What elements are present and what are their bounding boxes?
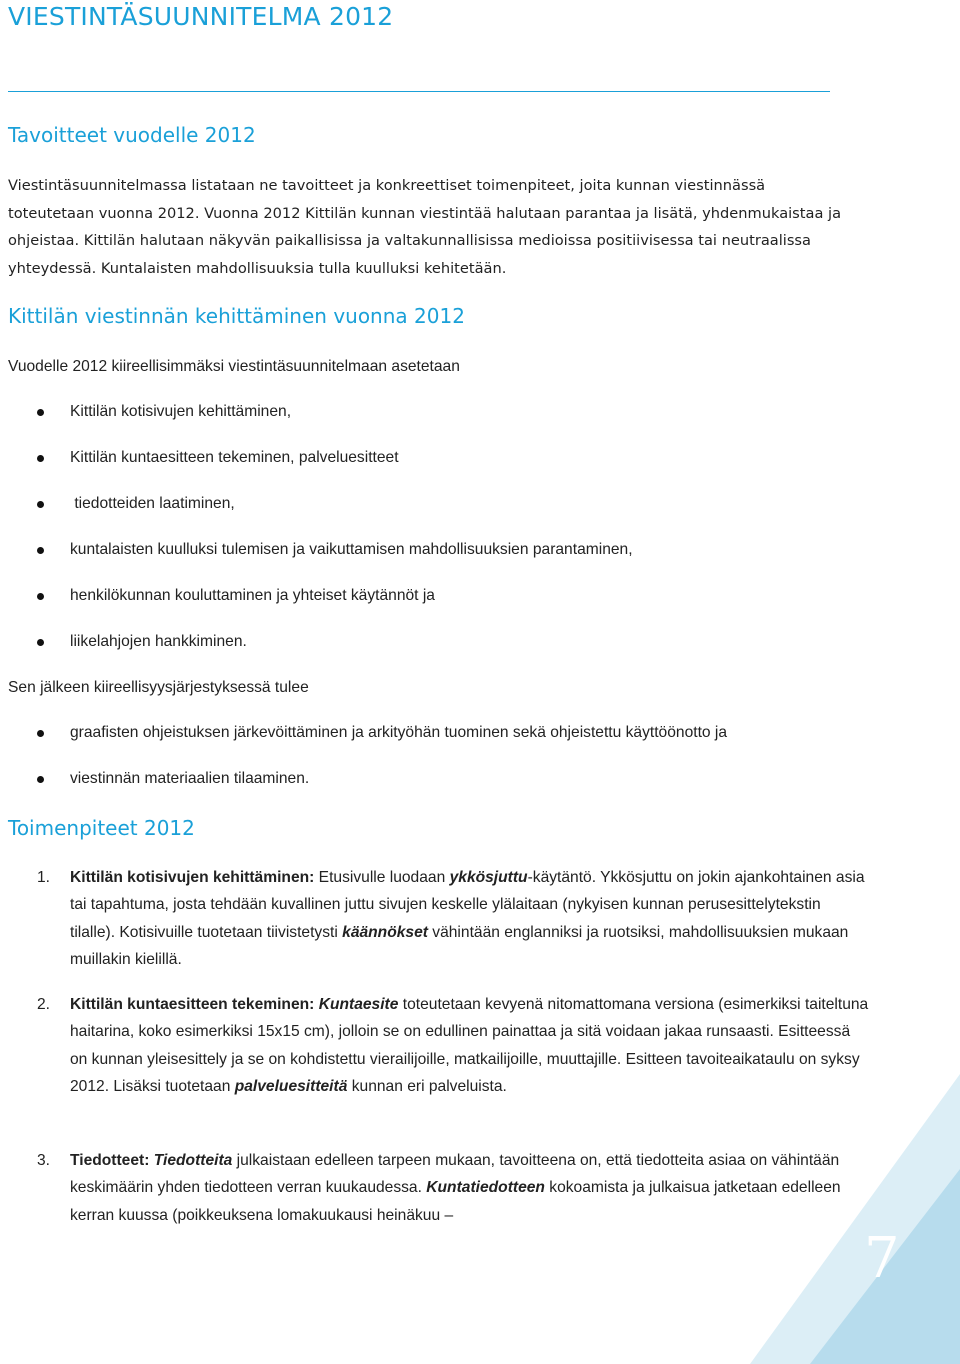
- item-text: Etusivulle luodaan: [314, 869, 450, 886]
- item-body: [70, 864, 870, 974]
- item-text: toteutetaan kevyenä nitomattomana versiona (esimerkiksi taiteltuna haitarina, koko esimerkiksi 15x15 cm), jolloin se on edullinen painattaa ja sitä voidaan jakaa runsaasti. Esitteessä on kunnan yleisesittely ja se on kohdistettu vierailijoille, matkailijoille, muuttajille. Esitteen tavoiteaikataulu on syksy 2012. Lisäksi tuotetaan: [70, 996, 869, 1096]
- bullet-icon: [37, 501, 44, 508]
- list-item-text: tiedotteiden laatiminen,: [70, 495, 235, 512]
- bullet-icon: [37, 639, 44, 646]
- item-number: 3.: [37, 1152, 51, 1169]
- list-item-text: Kittilän kotisivujen kehittäminen,: [70, 403, 292, 420]
- item-emphasis: käännökset: [342, 923, 428, 941]
- item-text: kokoamista ja julkaisua jatketaan edelleen kerran kuussa (poikkeuksena lomakuukausi heinäkuu –: [70, 1179, 841, 1224]
- after-intro: Sen jälkeen kiireellisyysjärjestyksessä tulee: [8, 679, 309, 696]
- item-emphasis: palveluesitteitä: [234, 1078, 348, 1096]
- bullet-icon: [37, 455, 44, 462]
- item-text: vähintään englanniksi ja ruotsiksi, mahdollisuuksien mukaan muillakin kielillä.: [70, 923, 849, 969]
- item-emphasis: ykkösjuttu: [449, 869, 528, 886]
- list-item-text: liikelahjojen hankkiminen.: [70, 633, 247, 650]
- item-lead: Tiedotteet:: [70, 1152, 150, 1169]
- item-lead: Kittilän kotisivujen kehittäminen:: [70, 869, 315, 886]
- bullet-icon: [37, 776, 44, 783]
- item-lead: Kittilän kuntaesitteen tekeminen:: [70, 996, 315, 1013]
- bullet-icon: [37, 593, 44, 600]
- list-item-text: kuntalaisten kuulluksi tulemisen ja vaikuttamisen mahdollisuuksien parantaminen,: [70, 541, 633, 558]
- item-number: 1.: [37, 869, 51, 886]
- development-heading: Kittilän viestinnän kehittäminen vuonna 2012: [8, 304, 465, 328]
- item-number: 2.: [37, 996, 51, 1013]
- item-emphasis: Kuntaesite: [318, 996, 399, 1013]
- page-corner-decoration: [750, 1074, 960, 1364]
- page-number: 7: [864, 1226, 900, 1291]
- actions-heading: Toimenpiteet 2012: [8, 816, 195, 840]
- bullet-icon: [37, 547, 44, 554]
- item-text: -käytäntö. Ykkösjuttu on jokin ajankohtainen asia tai tapahtuma, josta tehdään kuvallinen juttu sivujen keskelle ylälaitaan (nykyisen kunnan perusesittelytekstin tilalle). Kotisivuille tuotetaan tiivistetysti: [70, 869, 865, 941]
- item-text: kunnan eri palveluista.: [347, 1078, 507, 1096]
- document-title: VIESTINTÄSUUNNITELMA 2012: [8, 2, 394, 31]
- goals-paragraph: Viestintäsuunnitelmassa listataan ne tavoitteet ja konkreettiset toimenpiteet, joita kunnan viestinnässä toteutetaan vuonna 2012. Vuonna 2012 Kittilän kunnan viestintää halutaan parantaa ja lisätä, yhdenmukaistaa ja ohjeistaa. Kittilän halutaan näkyvän paikallisissa ja valtakunnallisissa medioissa positiivisessa tai neutraalissa yhteydessä. Kuntalaisten mahdollisuuksia tulla kuulluksi kehitetään.: [8, 177, 842, 277]
- title-underline: [8, 91, 830, 92]
- list-item-text: graafisten ohjeistuksen järkevöittäminen ja arkityöhän tuominen sekä ohjeistettu käyttöönotto ja: [70, 724, 728, 741]
- goals-heading: Tavoitteet vuodelle 2012: [8, 123, 256, 147]
- list-item-text: viestinnän materiaalien tilaaminen.: [70, 770, 310, 787]
- bullet-icon: [37, 409, 44, 416]
- item-emphasis: Kuntatiedotteen: [426, 1179, 545, 1197]
- item-text: julkaistaan edelleen tarpeen mukaan, tavoitteena on, että tiedotteita asiaa on vähintään keskimäärin yhden tiedotteen verran kuukaudessa.: [70, 1152, 840, 1197]
- development-intro: Vuodelle 2012 kiireellisimmäksi viestintäsuunnitelmaan asetetaan: [8, 358, 460, 375]
- bullet-icon: [37, 730, 44, 737]
- item-emphasis: Tiedotteita: [153, 1152, 233, 1169]
- list-item-text: henkilökunnan kouluttaminen ja yhteiset käytännöt ja: [70, 587, 435, 604]
- list-item-text: Kittilän kuntaesitteen tekeminen, palveluesitteet: [70, 449, 399, 466]
